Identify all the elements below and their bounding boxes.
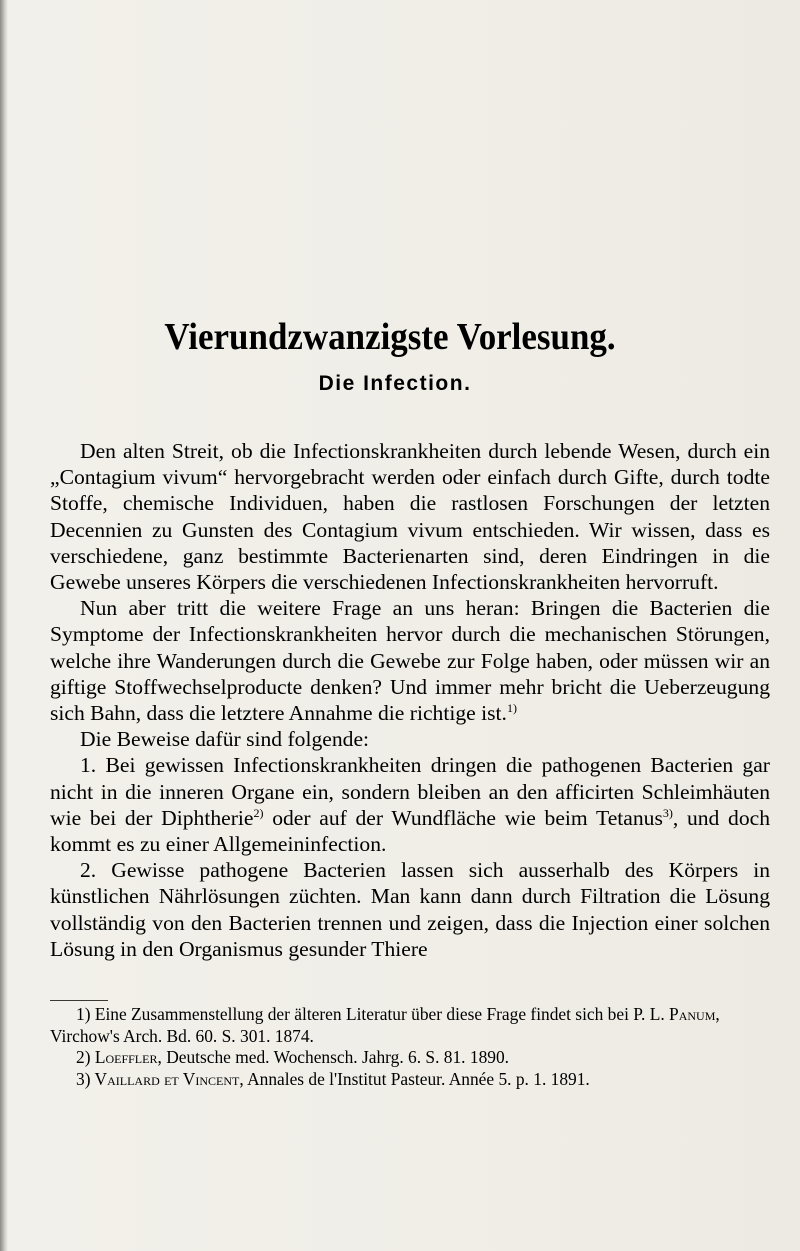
list-item-1-part-c: , und doch kommt es zu einer Allgemeininfection. xyxy=(50,805,770,857)
footnote-2-rest: Deutsche med. Wochensch. Jahrg. 6. S. 81. 1890. xyxy=(166,1047,510,1067)
footnote-mark-3: 3) xyxy=(662,805,673,820)
paragraph-2-text: Nun aber tritt die weitere Frage an uns heran: Bringen die Bacterien die Symptome der Infectionskrankheiten hervor durch die mechanischen Störungen, welche ihre Wanderungen durch die Gewebe zur Folge haben, oder müssen wir an giftige Stoffwechselproducte denken? Und immer mehr bricht die Ueberzeugung sich Bahn, dass die letztere Annahme die richtige ist. xyxy=(50,596,770,726)
footnote-1-text: 1) Eine Zusammenstellung der älteren Literatur über diese Frage findet sich bei xyxy=(76,1004,629,1024)
paragraph-2 xyxy=(50,595,770,726)
chapter-title: Vierundzwanzigste Vorlesung. xyxy=(164,316,616,358)
footnote-mark-2: 2) xyxy=(253,805,264,820)
list-item-2: 2. Gewisse pathogene Bacterien lassen sich ausserhalb des Körpers in künstlichen Nährlösungen züchten. Man kann dann durch Filtration die Lösung vollständig von den Bacterien trennen und zeigen, dass die Injection einer solchen Lösung in den Organismus gesunder Thiere xyxy=(50,858,770,961)
footnote-3-author: 3) Vaillard et Vincent, xyxy=(76,1068,244,1089)
footnotes xyxy=(50,1004,770,1090)
footnote-2 xyxy=(50,1047,770,1069)
footnote-rule xyxy=(50,1000,108,1001)
chapter-subtitle: Die Infection. xyxy=(318,372,472,395)
footnote-mark-1: 1) xyxy=(506,700,517,715)
footnote-1-rest: Virchow's Arch. Bd. 60. S. 301. 1874. xyxy=(50,1025,314,1046)
footnote-1 xyxy=(50,1004,770,1047)
page-binding-shadow xyxy=(0,0,8,1251)
list-item-1 xyxy=(50,752,770,857)
paragraph-3: Die Beweise dafür sind folgende: xyxy=(80,727,370,752)
list-item-1-part-a: 1. Bei gewissen Infectionskrankheiten dringen die pathogenen Bacterien gar nicht in die inneren Organe ein, sondern bleiben an den afficirten Schleimhäuten wie bei der Diphtherie xyxy=(50,753,770,830)
list-item-1-part-b: oder auf der Wundfläche wie beim Tetanus xyxy=(272,805,663,830)
body-text xyxy=(50,438,770,962)
footnote-1-author: P. L. Panum, xyxy=(633,1004,720,1024)
paragraph-1: Den alten Streit, ob die Infectionskrankheiten durch lebende Wesen, durch ein „Contagium vivum“ hervorgebracht werden oder einfach durch Gifte, durch todte Stoffe, chemische Individuen, haben die rastlosen Forschungen der letzten Decennien zu Gunsten des Contagium vivum entschieden. Wir wissen, dass es verschiedene, ganz bestimmte Bacterienarten sind, deren Eindringen in die Gewebe unseres Körpers die verschiedenen Infectionskrankheiten hervorruft. xyxy=(50,439,770,595)
footnote-3 xyxy=(50,1069,770,1091)
footnote-2-author: 2) Loeffler, xyxy=(76,1047,162,1067)
footnote-3-rest: Annales de l'Institut Pasteur. Année 5. p. 1. 1891. xyxy=(247,1068,590,1089)
